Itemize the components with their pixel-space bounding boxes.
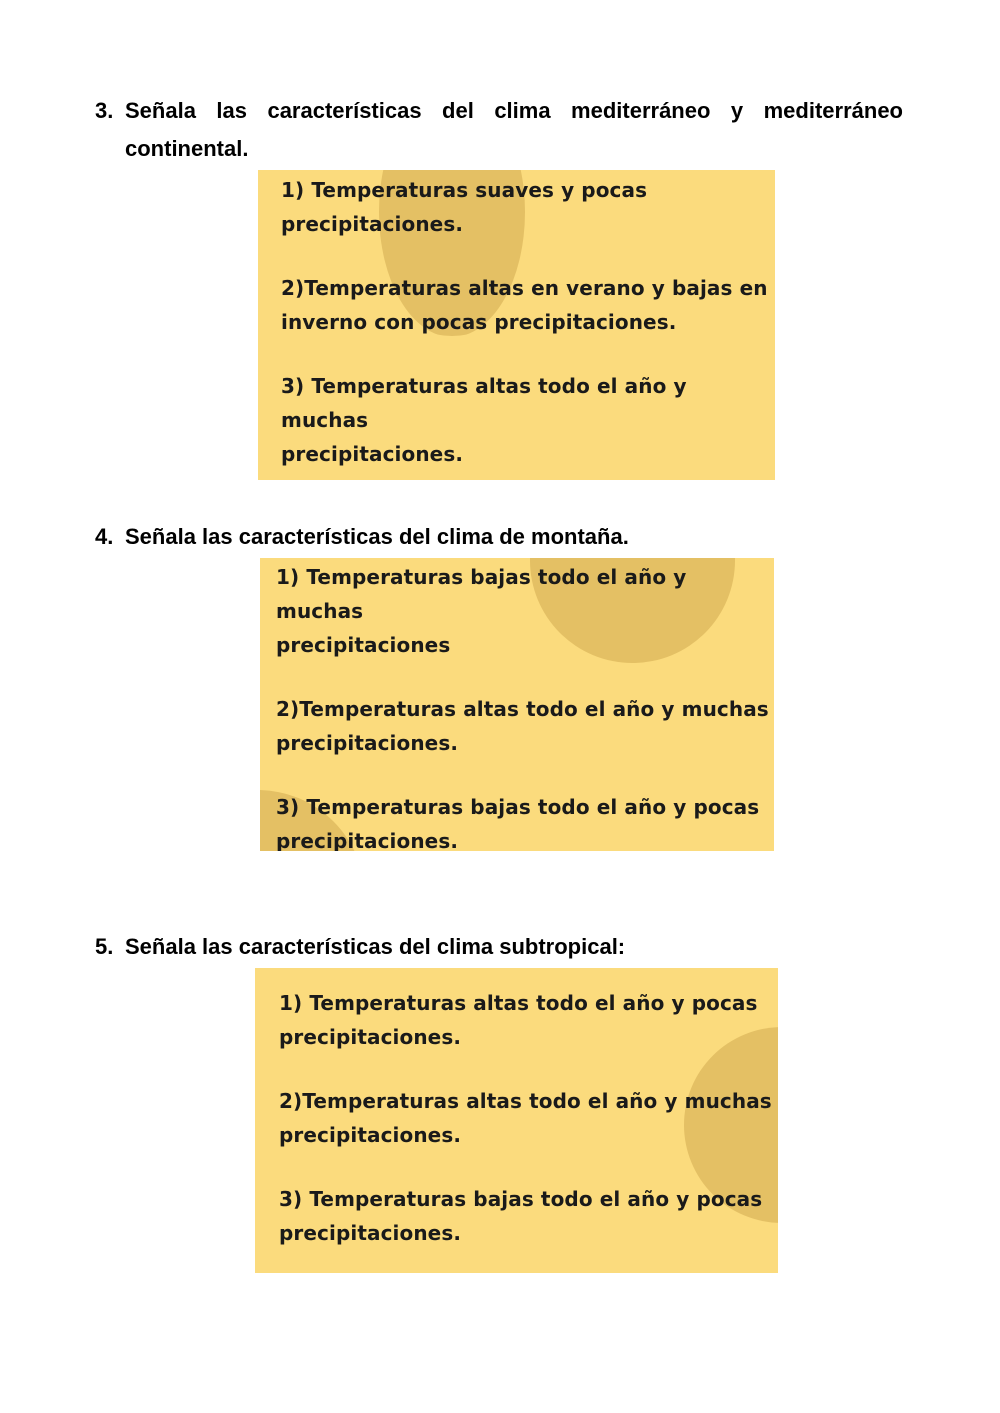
option-1[interactable]: 1) Temperaturas altas todo el año y pocas precipitaciones. xyxy=(279,991,758,1049)
option-3[interactable]: 3) Temperaturas altas todo el año y muchas precipitaciones. xyxy=(281,374,687,466)
question-3 xyxy=(95,92,903,168)
option-1[interactable]: 1) Temperaturas suaves y pocas precipitaciones. xyxy=(281,178,648,236)
option-3[interactable]: 3) Temperaturas bajas todo el año y pocas precipitaciones. xyxy=(276,795,760,851)
question-5 xyxy=(95,928,903,966)
question-number: 4. xyxy=(95,524,114,549)
option-2[interactable]: 2)Temperaturas altas todo el año y muchas precipitaciones. xyxy=(276,697,769,755)
question-number: 5. xyxy=(95,934,114,959)
option-2[interactable]: 2)Temperaturas altas en verano y bajas en inverno con pocas precipitaciones. xyxy=(281,276,768,334)
answer-card-5 xyxy=(255,968,778,1273)
question-text: Señala las características del clima mediterráneo y mediterráneo continental. xyxy=(125,98,903,161)
question-text: Señala las características del clima subtropical: xyxy=(125,934,626,959)
answer-card-4 xyxy=(260,558,774,851)
option-3[interactable]: 3) Temperaturas bajas todo el año y pocas precipitaciones. xyxy=(279,1187,763,1245)
question-number: 3. xyxy=(95,98,114,123)
answer-card-3 xyxy=(258,170,775,480)
option-2[interactable]: 2)Temperaturas altas todo el año y muchas precipitaciones. xyxy=(279,1089,772,1147)
option-1[interactable]: 1) Temperaturas bajas todo el año y muchas precipitaciones xyxy=(276,565,687,657)
question-4 xyxy=(95,518,903,556)
question-text: Señala las características del clima de montaña. xyxy=(125,524,629,549)
